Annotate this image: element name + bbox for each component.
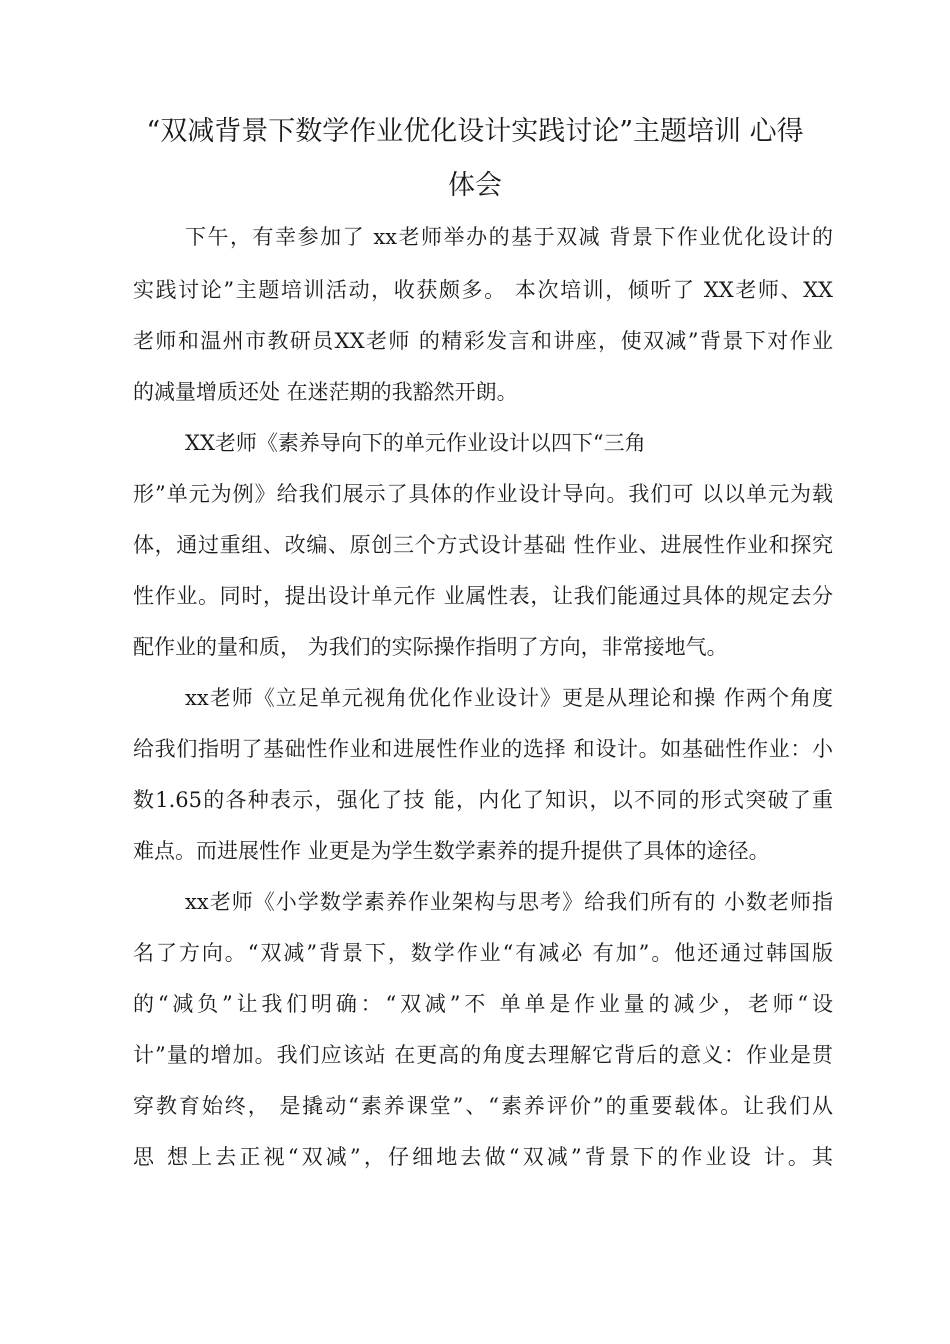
paragraph-4-line-2: 名了方向。“双减”背景下，数学作业“有减必 有加”。他还通过韩国版 [133, 941, 833, 965]
paragraph-1-line-4: 的减量增质还处 在迷茫期的我豁然开朗。 [133, 380, 518, 404]
paragraph-4-line-4: 计”量的增加。我们应该站 在更高的角度去理解它背后的意义：作业是贯 [133, 1043, 833, 1067]
document-title-line-2: 体会 [448, 170, 502, 201]
paragraph-3-line-1: xx老师《立足单元视角优化作业设计》更是从理论和操 作两个角度 [185, 686, 833, 710]
paragraph-3-line-4: 难点。而进展性作 业更是为学生数学素养的提升提供了具体的途径。 [133, 839, 770, 863]
document-title-line-1: “双减背景下数学作业优化设计实践讨论”主题培训 心得 [146, 116, 804, 147]
paragraph-4-line-5: 穿教育始终， 是撬动“素养课堂”、“素养评价”的重要载体。让我们从 [133, 1094, 833, 1118]
paragraph-4-line-3: 的“减负”让我们明确：“双减”不 单单是作业量的减少，老师“设 [133, 992, 833, 1016]
paragraph-2-line-5: 配作业的量和质， 为我们的实际操作指明了方向，非常接地气。 [133, 635, 728, 659]
paragraph-4-line-6: 思 想上去正视“双减”，仔细地去做“双减”背景下的作业设 计。其 [133, 1145, 833, 1169]
paragraph-2-line-1: XX老师《素养导向下的单元作业设计以四下“三角 [185, 431, 646, 455]
paragraph-1-line-2: 实践讨论”主题培训活动，收获颇多。 本次培训，倾听了 XX老师、XX [133, 278, 833, 302]
paragraph-3-line-2: 给我们指明了基础性作业和进展性作业的选择 和设计。如基础性作业：小 [133, 737, 833, 761]
paragraph-1-line-1: 下午，有幸参加了 xx老师举办的基于双减 背景下作业优化设计的 [185, 225, 833, 249]
paragraph-3-line-3: 数1.65的各种表示，强化了技 能，内化了知识，以不同的形式突破了重 [133, 788, 833, 812]
paragraph-2-line-2: 形”单元为例》给我们展示了具体的作业设计导向。我们可 以以单元为载 [133, 482, 833, 506]
paragraph-4-line-1: xx老师《小学数学素养作业架构与思考》给我们所有的 小数老师指 [185, 890, 833, 914]
paragraph-2-line-3: 体，通过重组、改编、原创三个方式设计基础 性作业、进展性作业和探究 [133, 533, 833, 557]
paragraph-2-line-4: 性作业。同时，提出设计单元作 业属性表，让我们能通过具体的规定去分 [133, 584, 833, 608]
paragraph-1-line-3: 老师和温州市教研员XX老师 的精彩发言和讲座，使双减”背景下对作业 [133, 329, 833, 353]
